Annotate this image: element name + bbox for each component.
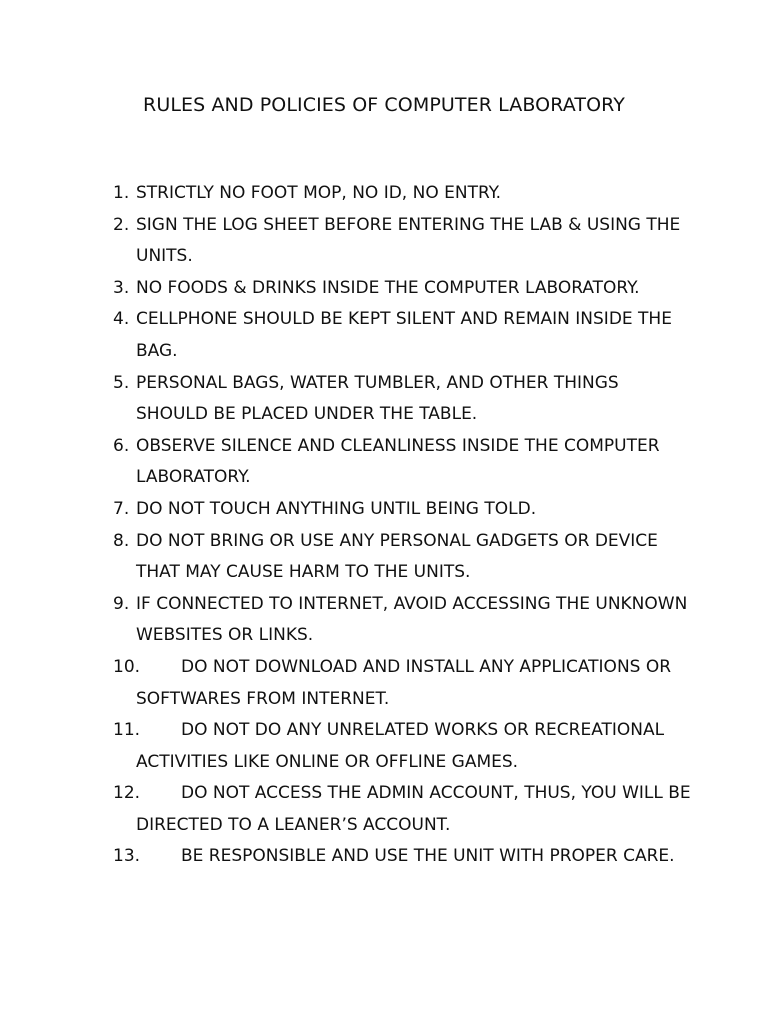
rule-number: 5. (113, 372, 130, 393)
rule-text: DO NOT ACCESS THE ADMIN ACCOUNT, THUS, YOU WILL BE DIRECTED TO A LEANER’S ACCOUNT. (136, 783, 691, 835)
rule-text: PERSONAL BAGS, WATER TUMBLER, AND OTHER THINGS SHOULD BE PLACED UNDER THE TABLE. (136, 372, 619, 425)
rule-number: 6. (113, 435, 130, 456)
rule-text: DO NOT DOWNLOAD AND INSTALL ANY APPLICATIONS OR SOFTWARES FROM INTERNET. (136, 656, 672, 709)
list-item (113, 368, 693, 431)
page-title: RULES AND POLICIES OF COMPUTER LABORATORY (143, 94, 625, 116)
rule-text: DO NOT DO ANY UNRELATED WORKS OR RECREATIONAL ACTIVITIES LIKE ONLINE OR OFFLINE GAMES. (136, 720, 665, 772)
rule-text: DO NOT TOUCH ANYTHING UNTIL BEING TOLD. (136, 498, 537, 519)
rule-number: 8. (113, 530, 130, 551)
list-item (113, 526, 693, 589)
rule-number: 2. (113, 214, 130, 235)
rule-number: 13. (113, 846, 141, 867)
rule-text: IF CONNECTED TO INTERNET, AVOID ACCESSING THE UNKNOWN WEBSITES OR LINKS. (136, 593, 688, 646)
list-item (113, 273, 693, 305)
list-item (113, 210, 693, 273)
list-item (113, 589, 693, 652)
rule-text: BE RESPONSIBLE AND USE THE UNIT WITH PROPER CARE. (181, 846, 675, 867)
rule-number: 12. (113, 783, 141, 804)
rule-text: NO FOODS & DRINKS INSIDE THE COMPUTER LABORATORY. (136, 277, 640, 298)
rule-number: 4. (113, 309, 130, 330)
list-item (113, 494, 693, 526)
list-item (113, 178, 693, 210)
rule-text: CELLPHONE SHOULD BE KEPT SILENT AND REMAIN INSIDE THE BAG. (136, 309, 672, 361)
list-item (113, 841, 693, 873)
rule-text: DO NOT BRING OR USE ANY PERSONAL GADGETS OR DEVICE THAT MAY CAUSE HARM TO THE UNITS. (136, 530, 658, 583)
rule-text: OBSERVE SILENCE AND CLEANLINESS INSIDE THE COMPUTER LABORATORY. (136, 435, 660, 488)
rule-text: SIGN THE LOG SHEET BEFORE ENTERING THE LAB & USING THE UNITS. (136, 214, 681, 267)
list-item (113, 431, 693, 494)
list-item (113, 304, 693, 367)
rule-number: 9. (113, 593, 130, 614)
rule-number: 10. (113, 656, 141, 677)
rule-number: 7. (113, 498, 130, 519)
rule-text: STRICTLY NO FOOT MOP, NO ID, NO ENTRY. (136, 183, 502, 203)
rule-number: 11. (113, 720, 141, 741)
list-item (113, 652, 693, 715)
rule-number: 3. (113, 277, 130, 298)
list-item (113, 778, 693, 841)
rule-number: 1. (113, 183, 130, 203)
rules-list (113, 178, 693, 873)
list-item (113, 715, 693, 778)
